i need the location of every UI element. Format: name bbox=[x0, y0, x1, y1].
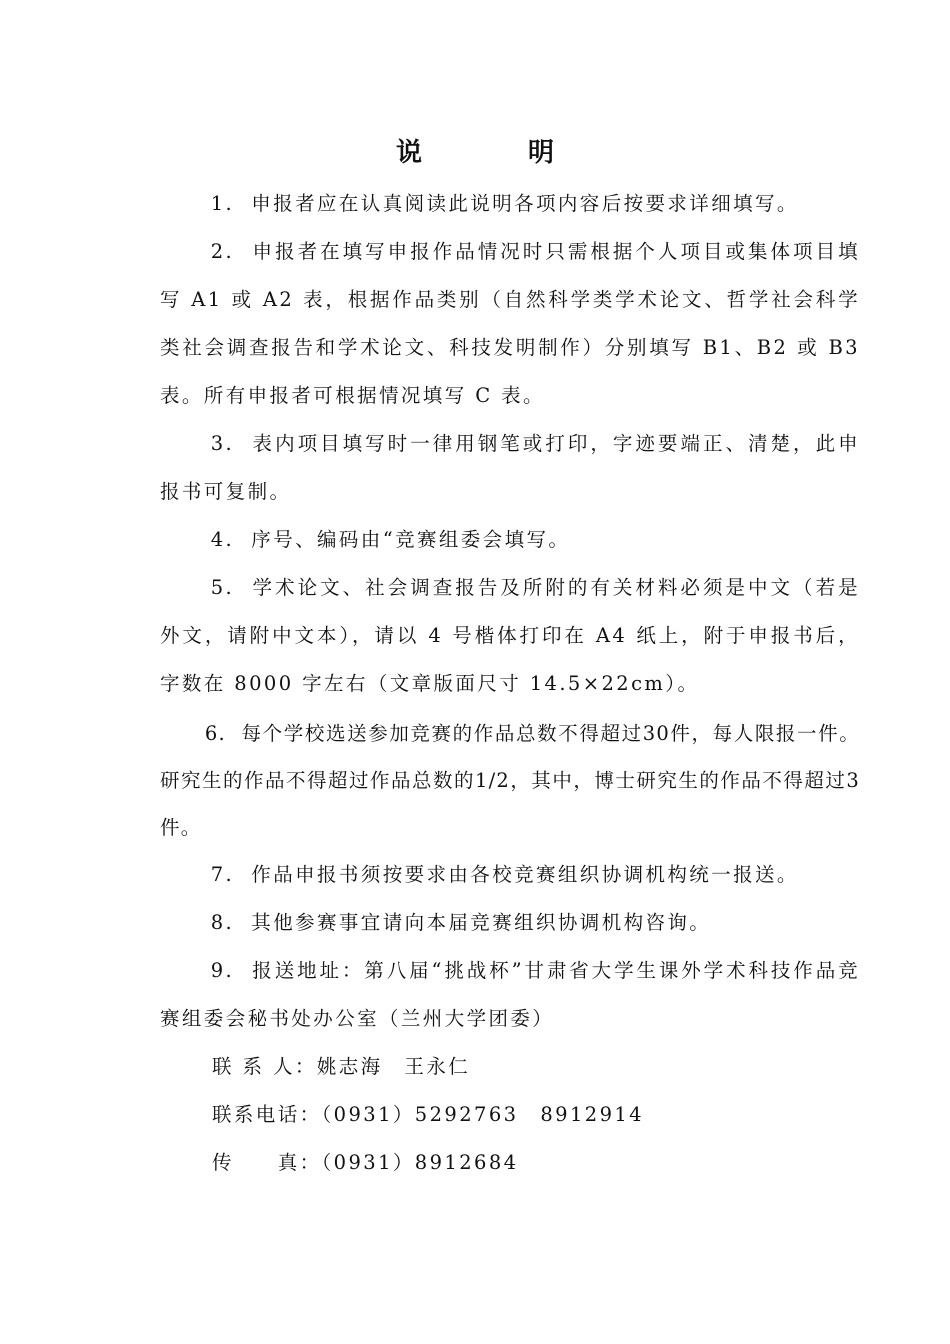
item-number: 7. bbox=[210, 863, 235, 886]
item-number: 3. bbox=[210, 432, 235, 455]
contact-person bbox=[160, 1043, 860, 1091]
instruction-item-9 bbox=[160, 947, 860, 1043]
item-text: 作品申报书须按要求由各校竞赛组织协调机构统一报送。 bbox=[251, 863, 799, 886]
instructions-body bbox=[160, 180, 860, 1187]
contact-phone-value: （0931）5292763 8912914 bbox=[321, 1103, 644, 1126]
contact-fax-value: （0931）8912684 bbox=[321, 1151, 519, 1174]
item-number: 5. bbox=[210, 576, 235, 599]
item-number: 4. bbox=[210, 528, 235, 551]
item-text: 报送地址：第八届“挑战杯”甘肃省大学生课外学术科技作品竞赛组委会秘书处办公室（兰州大学团委） bbox=[160, 959, 860, 1030]
page-title: 说 明 bbox=[395, 138, 594, 168]
item-text: 申报者在填写申报作品情况时只需根据个人项目或集体项目填写 A1 或 A2 表，根据作品类别（自然科学类学术论文、哲学社会科学类社会调查报告和学术论文、科技发明制作）分别填写 B1、B2 或 B3 表。所有申报者可根据情况填写 C 表。 bbox=[160, 240, 860, 407]
item-number: 6. bbox=[204, 722, 226, 745]
item-text: 每个学校选送参加竞赛的作品总数不得超过30件，每人限报一件。研究生的作品不得超过作品总数的1/2，其中，博士研究生的作品不得超过3件。 bbox=[160, 722, 860, 839]
contact-fax-label: 传 真： bbox=[212, 1151, 322, 1174]
item-text: 学术论文、社会调查报告及所附的有关材料必须是中文（若是外文，请附中文本），请以 4 号楷体打印在 A4 纸上，附于申报书后，字数在 8000 字左右（文章版面尺寸 14.5×22cm）。 bbox=[160, 576, 860, 695]
item-number: 2. bbox=[210, 240, 235, 263]
item-text: 其他参赛事宜请向本届竞赛组织协调机构咨询。 bbox=[251, 911, 712, 934]
item-number: 1. bbox=[210, 192, 235, 215]
instruction-item-3 bbox=[160, 420, 860, 516]
instruction-item-7 bbox=[160, 851, 860, 899]
instruction-item-2 bbox=[160, 228, 860, 420]
instruction-item-4 bbox=[160, 516, 860, 564]
item-number: 8. bbox=[210, 911, 235, 934]
instruction-item-8 bbox=[160, 899, 860, 947]
instruction-item-1 bbox=[160, 180, 860, 228]
contact-person-value: 姚志海 王永仁 bbox=[316, 1055, 471, 1078]
instruction-item-6 bbox=[160, 710, 860, 851]
contact-phone-label: 联系电话： bbox=[212, 1103, 322, 1126]
item-text: 序号、编码由“竞赛组委会填写。 bbox=[251, 528, 571, 551]
instruction-item-5 bbox=[160, 564, 860, 708]
contact-fax bbox=[160, 1139, 860, 1187]
contact-person-label: 联 系 人： bbox=[212, 1055, 317, 1078]
item-text: 表内项目填写时一律用钢笔或打印，字迹要端正、清楚，此申报书可复制。 bbox=[160, 432, 860, 503]
item-number: 9. bbox=[210, 959, 235, 982]
item-text: 申报者应在认真阅读此说明各项内容后按要求详细填写。 bbox=[251, 192, 799, 215]
contact-phone bbox=[160, 1091, 860, 1139]
